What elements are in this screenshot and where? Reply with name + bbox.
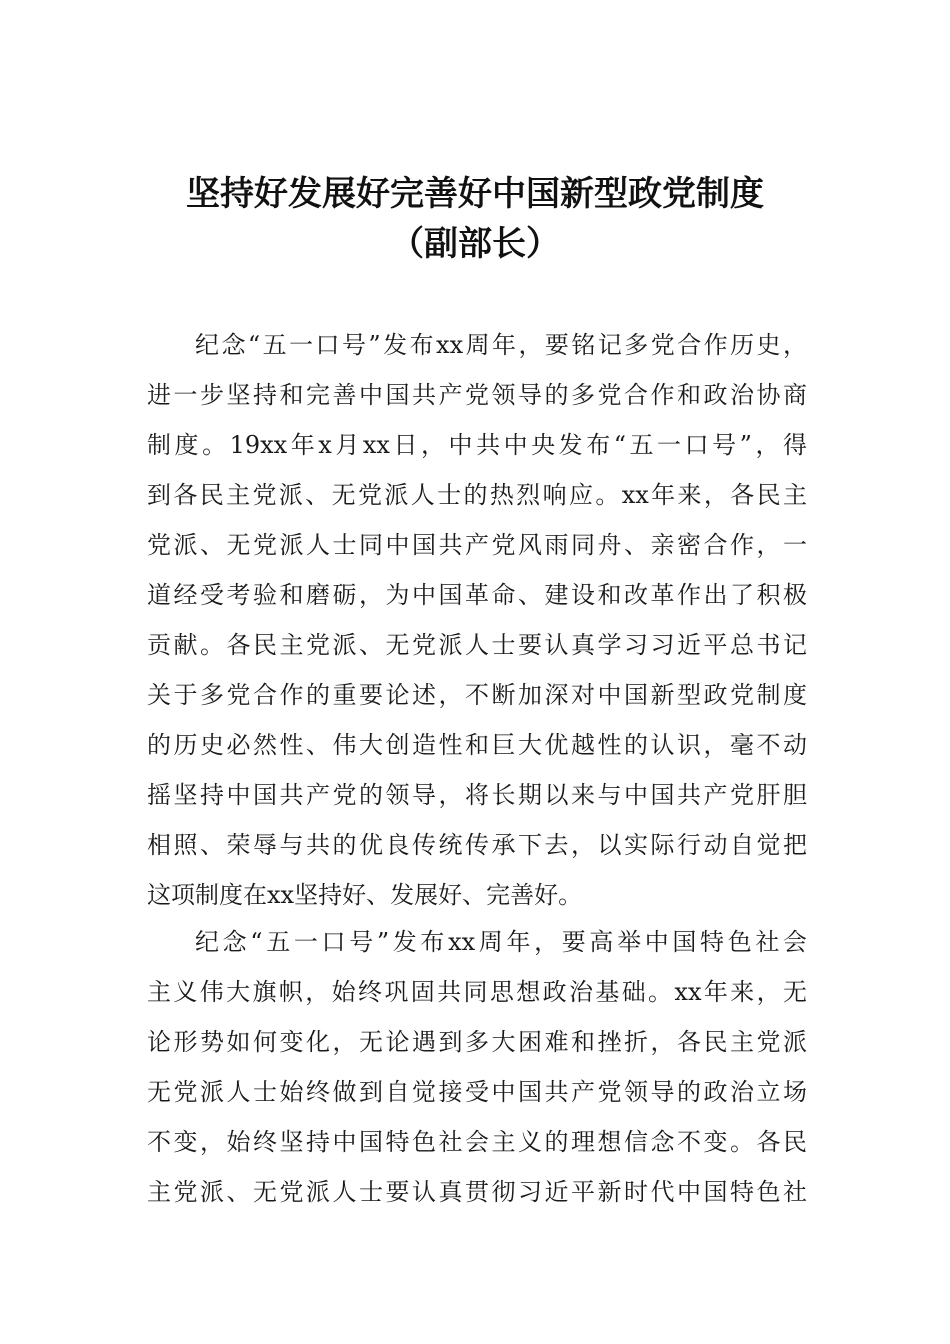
paragraph-line: 道经受考验和磨砺，为中国革命、建设和改革作出了积极	[147, 581, 807, 609]
paragraph-line: 纪念“五一口号”发布xx周年，要高举中国特色社会	[195, 928, 807, 956]
paragraph-line: 贡献。各民主党派、无党派人士要认真学习习近平总书记	[147, 631, 807, 659]
paragraph-line: 关于多党合作的重要论述，不断加深对中国新型政党制度	[147, 681, 807, 709]
paragraph-line: 主义伟大旗帜，始终巩固共同思想政治基础。xx年来，无	[147, 978, 807, 1006]
paragraph-line: 纪念“五一口号”发布xx周年，要铭记多党合作历史，	[195, 331, 807, 359]
document-subtitle: （副部长）	[390, 224, 560, 264]
document-title: 坚持好发展好完善好中国新型政党制度	[186, 174, 764, 214]
paragraph-1	[147, 320, 807, 920]
paragraph-line: 主党派、无党派人士要认真贯彻习近平新时代中国特色社	[147, 1178, 807, 1206]
paragraph-line: 的历史必然性、伟大创造性和巨大优越性的认识，毫不动	[147, 731, 807, 759]
paragraph-line: 党派、无党派人士同中国共产党风雨同舟、亲密合作，一	[147, 531, 807, 559]
paragraph-line: 论形势如何变化，无论遇到多大困难和挫折，各民主党派	[147, 1028, 807, 1056]
paragraph-line: 到各民主党派、无党派人士的热烈响应。xx年来，各民主	[147, 481, 807, 509]
paragraph-line: 摇坚持中国共产党的领导，将长期以来与中国共产党肝胆	[147, 781, 807, 809]
paragraph-line: 相照、荣辱与共的优良传统传承下去，以实际行动自觉把	[147, 831, 807, 859]
paragraph-line: 进一步坚持和完善中国共产党领导的多党合作和政治协商	[147, 381, 807, 409]
paragraph-line: 制度。19xx年x月xx日，中共中央发布“五一口号”，得	[147, 431, 807, 459]
paragraph-2	[147, 917, 807, 1217]
paragraph-line: 这项制度在xx坚持好、发展好、完善好。	[147, 881, 583, 909]
paragraph-line: 不变，始终坚持中国特色社会主义的理想信念不变。各民	[147, 1128, 807, 1156]
paragraph-line: 无党派人士始终做到自觉接受中国共产党领导的政治立场	[147, 1078, 807, 1106]
